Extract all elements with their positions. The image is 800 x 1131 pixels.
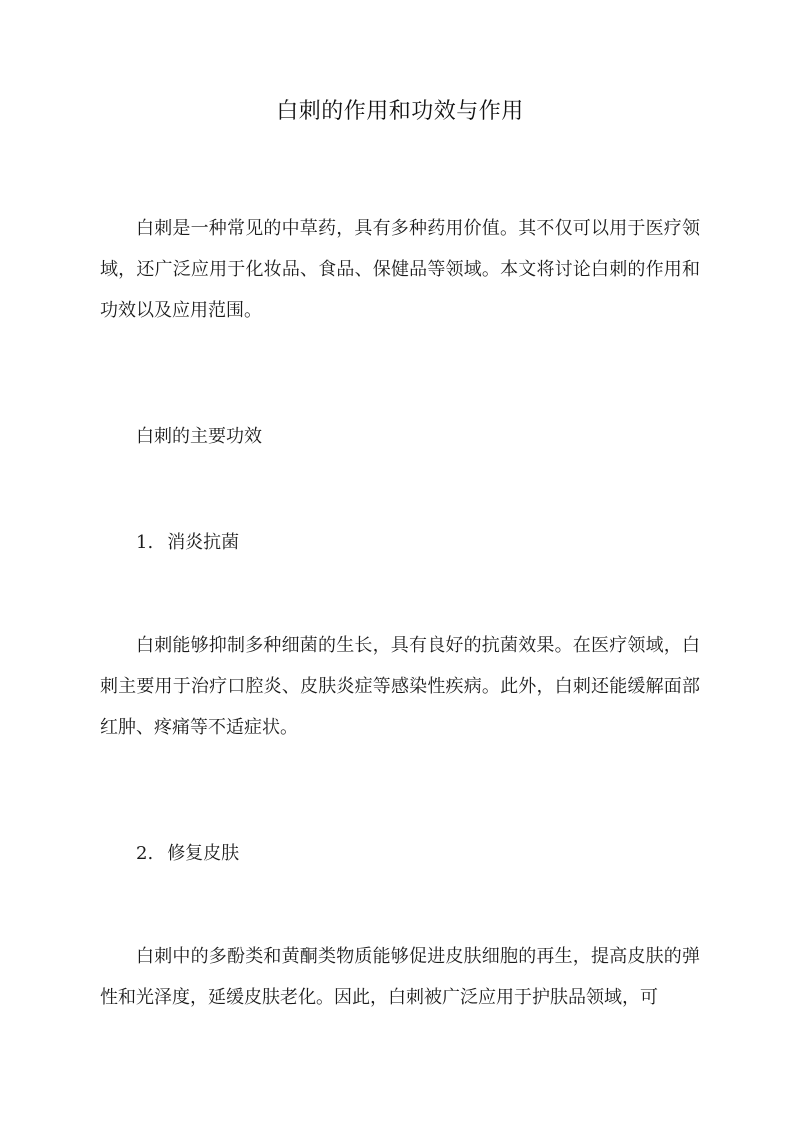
list-item-body: 白刺能够抑制多种细菌的生长，具有良好的抗菌效果。在医疗领域，白刺主要用于治疗口腔炎、皮肤炎症等感染性疾病。此外，白刺还能缓解面部红肿、疼痛等不适症状。 — [100, 635, 700, 738]
list-item-heading — [136, 522, 239, 563]
list-item-title: 消炎抗菌 — [167, 532, 240, 553]
intro-paragraph: 白刺是一种常见的中草药，具有多种药用价值。其不仅可以用于医疗领域，还广泛应用于化妆品、食品、保健品等领域。本文将讨论白刺的作用和功效以及应用范围。 — [100, 218, 700, 321]
section-heading: 白刺的主要功效 — [136, 426, 262, 447]
list-item-body: 白刺中的多酚类和黄酮类物质能够促进皮肤细胞的再生，提高皮肤的弹性和光泽度，延缓皮肤老化。因此，白刺被广泛应用于护肤品领域，可 — [100, 946, 700, 1008]
list-item-number: 2. — [136, 843, 154, 864]
list-item-number: 1. — [136, 532, 154, 553]
page-title: 白刺的作用和功效与作用 — [276, 99, 524, 124]
list-item-title: 修复皮肤 — [167, 843, 240, 864]
list-item-heading — [136, 833, 239, 874]
